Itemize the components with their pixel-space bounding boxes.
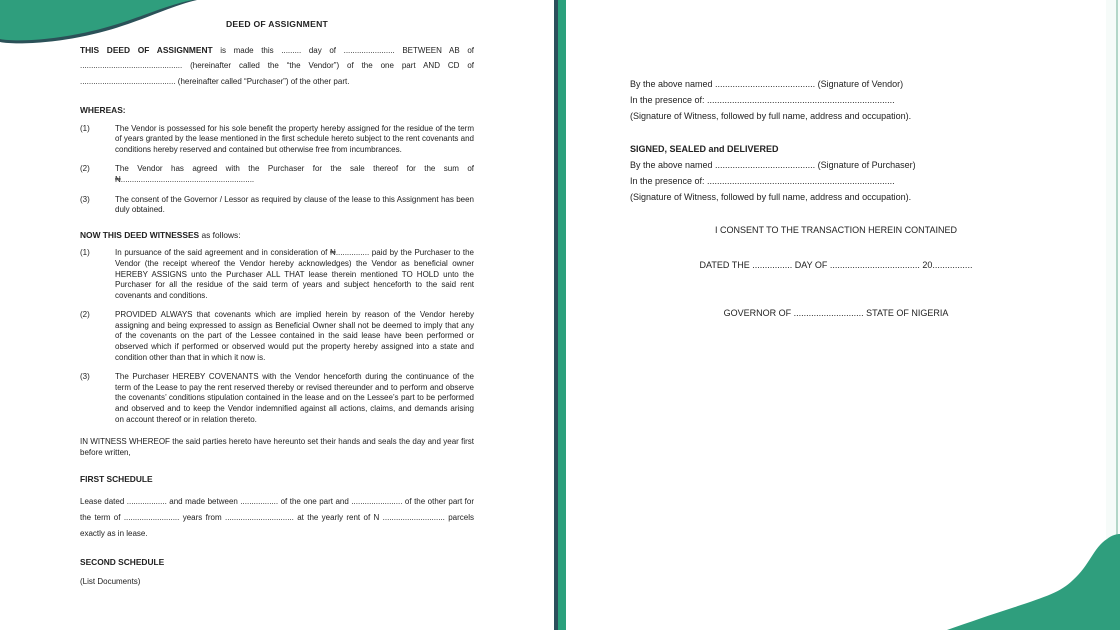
dated-line: DATED THE ................ DAY OF .................................... 20................ <box>699 259 973 270</box>
witnesses-heading-rest: as follows: <box>199 229 241 240</box>
governor-line: GOVERNOR OF ............................ STATE OF NIGERIA <box>723 307 949 318</box>
item-text: The Purchaser HEREBY COVENANTS with the Vendor henceforth during the continuance of the term of the Lease to pay the rent reserved thereby or revised thereunder and to perform and observe the covenants’ conditions stipulation contained in the lease and on the Lessee’s part to be performed and observed and to keep the Vendor indemnified against all actions, claims, and demands arising on account thereof or in relation thereto. <box>115 372 474 424</box>
whereas-item-2 <box>80 164 474 185</box>
item-text: The consent of the Governor / Lessor as required by clause of the lease to this Assignment has been duly obtained. <box>115 194 474 215</box>
vendor-signature-line: By the above named ........................................ (Signature of Vendor) <box>630 79 904 89</box>
item-number: (1) <box>80 123 90 133</box>
witnesses-item-1 <box>80 248 474 301</box>
item-text: In pursuance of the said agreement and in consideration of ₦............... paid by the Purchaser to the Vendor (the receipt whereof the Vendor hereby acknowledges) the Vendor as beneficial owner HEREBY ASSIGNS unto the Purchaser ALL THAT lease therein mentioned TO HOLD unto the Purchaser for all the residue of the said term of years and subject henceforth to the said rent covenants and conditions. <box>115 248 474 300</box>
second-schedule-note: (List Documents) <box>80 577 141 586</box>
page-left <box>80 19 474 588</box>
page-right <box>630 76 1042 321</box>
signed-sealed-heading: SIGNED, SEALED and DELIVERED <box>630 143 779 154</box>
second-schedule-heading: SECOND SCHEDULE <box>80 557 165 568</box>
purchaser-signature-line: By the above named ........................................ (Signature of Purchaser) <box>630 159 916 170</box>
witnesses-item-3 <box>80 372 474 425</box>
item-text: The Vendor has agreed with the Purchaser for the sale thereof for the sum of ₦............................................................ <box>115 164 474 184</box>
vendor-witness-note: (Signature of Witness, followed by full name, address and occupation). <box>630 111 912 122</box>
intro-lead-bold: THIS DEED OF ASSIGNMENT <box>80 44 213 55</box>
item-number: (1) <box>80 248 90 258</box>
purchaser-witness-note: (Signature of Witness, followed by full name, address and occupation). <box>630 192 912 203</box>
purchaser-presence-line: In the presence of: ........................................................................... <box>630 176 895 187</box>
item-number: (2) <box>80 164 90 174</box>
whereas-item-3 <box>80 195 474 216</box>
item-text: The Vendor is possessed for his sole benefit the property hereby assigned for the residue of the term of years granted by the lease mentioned in the first schedule hereto subject to the rent covenants and conditions hereby reserved and contained but otherwise free from incumbrances. <box>115 123 474 154</box>
intro-rest: is made this ......... day of ....................... BETWEEN AB of .............................................. (hereinafter called the “the Vendor”) of the one part AND CD of ........................................... (hereinafter called “Purchaser”) of the other part. <box>80 45 474 87</box>
witnesses-heading-bold: NOW THIS DEED WITNESSES <box>80 229 200 240</box>
item-number: (2) <box>80 310 90 320</box>
page-divider <box>554 0 566 630</box>
witnesses-heading <box>80 230 474 241</box>
vendor-presence-line: In the presence of: ........................................................................... <box>630 95 895 106</box>
document-title: DEED OF ASSIGNMENT <box>225 19 329 29</box>
witnesses-item-2 <box>80 310 474 363</box>
in-witness-clause: IN WITNESS WHEREOF the said parties hereto have hereunto set their hands and seals the day and year first before written, <box>80 437 474 457</box>
first-schedule-heading: FIRST SCHEDULE <box>80 474 153 485</box>
item-number: (3) <box>80 194 90 204</box>
intro-paragraph <box>80 43 474 90</box>
consent-line: I CONSENT TO THE TRANSACTION HEREIN CONTAINED <box>714 225 958 236</box>
item-text: PROVIDED ALWAYS that covenants which are implied herein by reason of the Vendor hereby assigning and being expressed to assign as Beneficial Owner shall not be deemed to imply that any of the covenants on the part of the Lessee contained in the said lease have been performed or observed which if performed or observed would put the property hereby assigned into a state and condition other than that in which it now is. <box>115 310 474 362</box>
item-number: (3) <box>80 372 90 382</box>
first-schedule-text: Lease dated .................. and made between ................. of the one part and ....................... of the other part for the term of ......................... years from ............................... at the yearly rent of N ............................ parcels exactly as in lease. <box>80 497 474 538</box>
whereas-item-1 <box>80 124 474 156</box>
decorative-blob-bottom-right-icon <box>945 530 1120 630</box>
whereas-heading: WHEREAS: <box>80 104 126 115</box>
